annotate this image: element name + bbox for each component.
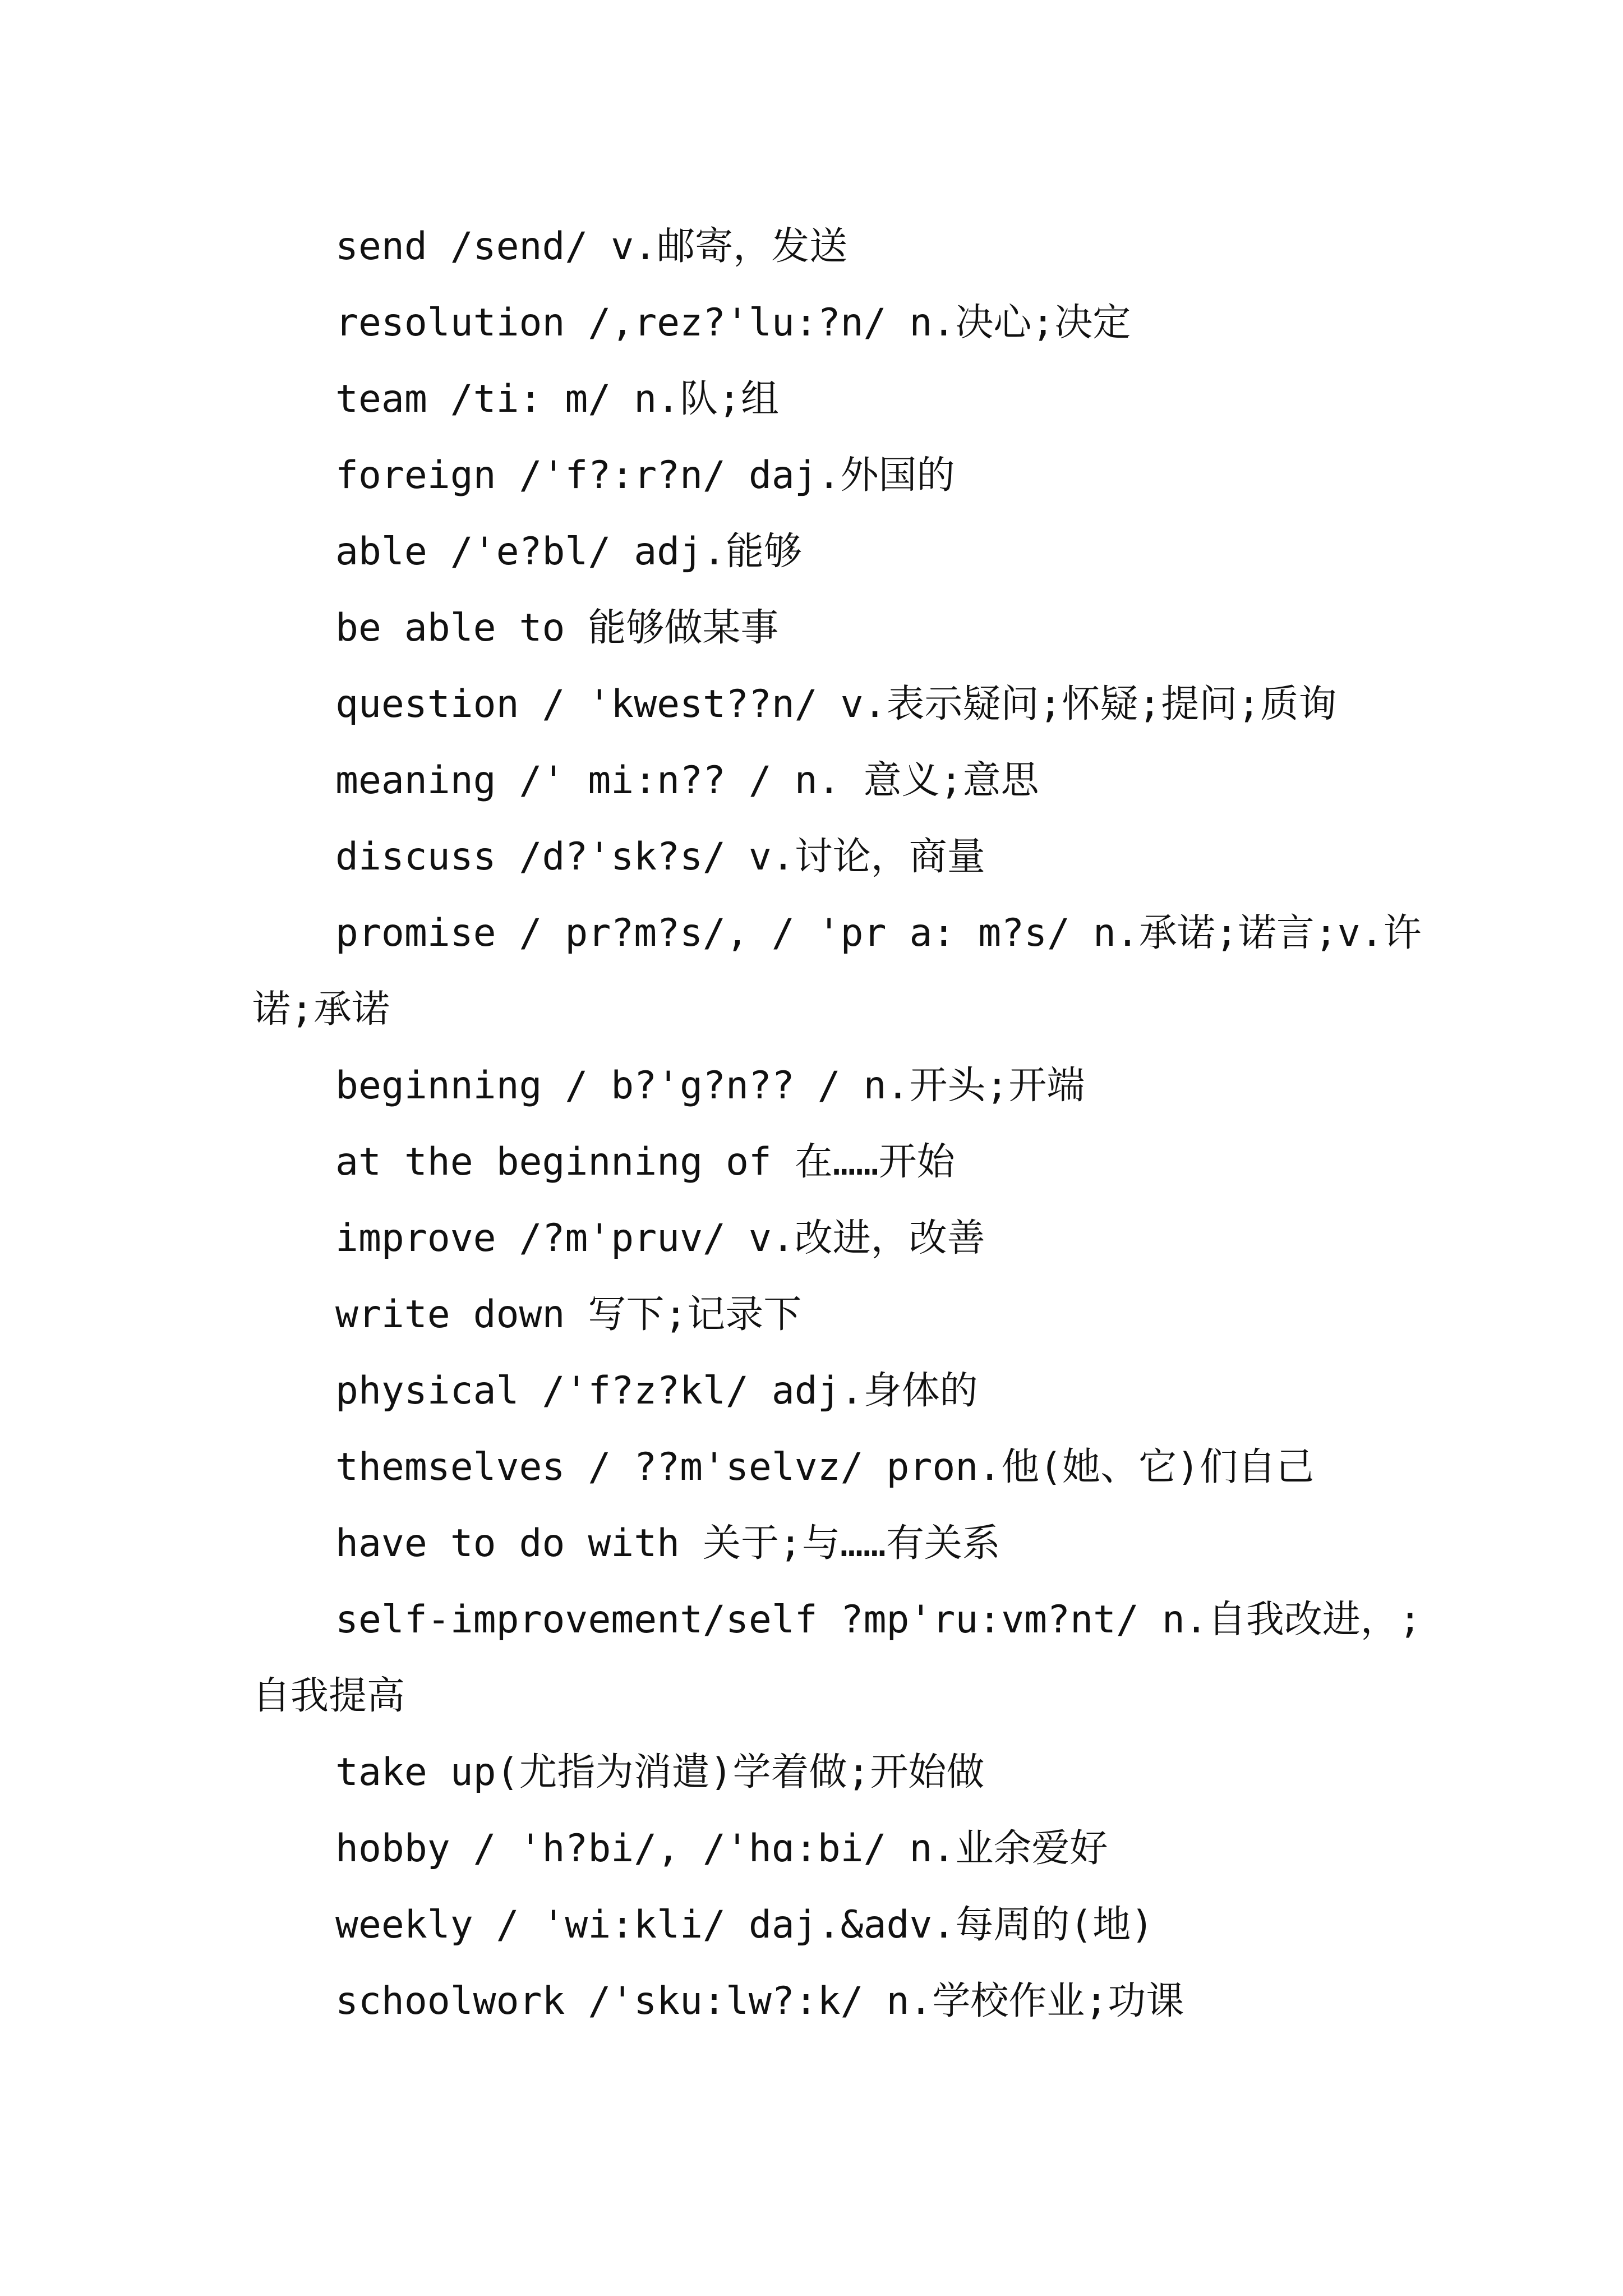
vocab-entry-resolution: resolution /,rez?'lu:?n/ n.决心;决定 bbox=[335, 301, 1131, 345]
vocab-entry-have-to-do-with: have to do with 关于;与……有关系 bbox=[335, 1521, 1000, 1566]
vocab-entry-beginning: beginning / b?'g?n?? / n.开头;开端 bbox=[335, 1064, 1085, 1108]
vocab-entry-foreign: foreign /'f?:r?n/ daj.外国的 bbox=[335, 453, 955, 498]
vocab-entry-take-up: take up(尤指为消遣)学着做;开始做 bbox=[335, 1750, 985, 1795]
vocab-entry-hobby: hobby / 'h?bi/, /'hɑ:bi/ n.业余爱好 bbox=[335, 1826, 1108, 1871]
vocab-entry-weekly: weekly / 'wi:kli/ daj.&adv.每周的(地) bbox=[335, 1903, 1154, 1947]
vocab-entry-self-improvement: self-improvement/self ?mp'ru:vm?nt/ n.自我改进，;自我提高 bbox=[252, 1598, 1422, 1718]
vocab-entry-at-the-beginning-of: at the beginning of 在……开始 bbox=[335, 1140, 955, 1184]
vocab-entry-write-down: write down 写下;记录下 bbox=[335, 1292, 802, 1337]
vocabulary-list bbox=[252, 209, 1430, 2040]
vocab-entry-question: question / 'kwest??n/ v.表示疑问;怀疑;提问;质询 bbox=[335, 682, 1337, 726]
vocab-entry-schoolwork: schoolwork /'sku:lw?:k/ n.学校作业;功课 bbox=[335, 1979, 1184, 2023]
vocab-entry-physical: physical /'f?z?kl/ adj.身体的 bbox=[335, 1369, 978, 1413]
vocab-entry-themselves: themselves / ??m'selvz/ pron.他(她、它)们自己 bbox=[335, 1445, 1315, 1489]
vocab-entry-team: team /ti: m/ n.队;组 bbox=[335, 377, 780, 421]
vocab-entry-be-able-to: be able to 能够做某事 bbox=[335, 606, 779, 650]
vocab-entry-able: able /'e?bl/ adj.能够 bbox=[335, 530, 802, 574]
vocab-entry-promise: promise / pr?m?s/, / 'pr a: m?s/ n.承诺;诺言;v.许诺;承诺 bbox=[252, 911, 1422, 1032]
vocab-entry-send: send /send/ v.邮寄，发送 bbox=[335, 224, 848, 269]
vocab-entry-discuss: discuss /d?'sk?s/ v.讨论，商量 bbox=[335, 835, 985, 879]
vocab-entry-improve: improve /?m'pruv/ v.改进，改善 bbox=[335, 1216, 985, 1260]
vocab-entry-meaning: meaning /' mi:n?? / n. 意义;意思 bbox=[335, 758, 1039, 803]
